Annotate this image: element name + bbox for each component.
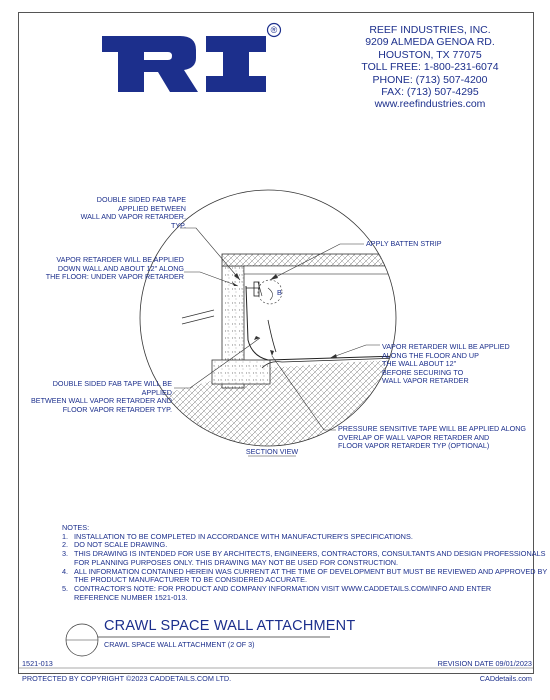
company-address1: 9209 ALMEDA GENOA RD. bbox=[365, 36, 495, 49]
footer-revision-date: REVISION DATE 09/01/2023 bbox=[437, 659, 532, 668]
company-fax: FAX: (713) 507-4295 bbox=[381, 86, 479, 99]
footing bbox=[212, 360, 270, 384]
label-tape-top: DOUBLE SIDED FAB TAPE APPLIED BETWEEN WALL AND VAPOR RETARDER. TYP. bbox=[80, 195, 186, 230]
note-number: 4. bbox=[62, 566, 69, 576]
note-text: DO NOT SCALE DRAWING. bbox=[74, 540, 168, 550]
footer-copyright: PROTECTED BY COPYRIGHT ©2023 CADDETAILS.COM LTD. bbox=[22, 674, 232, 683]
note-text: CONTRACTOR'S NOTE: FOR PRODUCT AND COMPANY INFORMATION VISIT WWW.CADDETAILS.COM/INFO AND ENTER bbox=[74, 583, 492, 593]
note-text: INSTALLATION TO BE COMPLETED IN ACCORDANCE WITH MANUFACTURER'S SPECIFICATIONS. bbox=[74, 531, 413, 541]
notes-heading: NOTES: bbox=[62, 523, 90, 532]
drawing-subtitle: CRAWL SPACE WALL ATTACHMENT (2 OF 3) bbox=[104, 640, 255, 649]
label-vapor-floor: VAPOR RETARDER WILL BE APPLIED ALONG THE FLOOR AND UP THE WALL ABOUT 12" BEFORE SECURING TO WALL VAPOR RETARDER bbox=[382, 342, 510, 386]
note-continuation: REFERENCE NUMBER 1521-013. bbox=[74, 592, 188, 602]
company-tollfree: TOLL FREE: 1-800-231-6074 bbox=[361, 61, 499, 74]
company-website[interactable]: www.reefindustries.com bbox=[374, 98, 486, 111]
label-pressure-tape: PRESSURE SENSITIVE TAPE WILL BE APPLIED ALONG OVERLAP OF WALL VAPOR RETARDER AND FLOOR VAPOR RETARDER TYP (OPTIONAL) bbox=[338, 424, 527, 451]
note-number: 1. bbox=[62, 531, 69, 541]
note-number: 5. bbox=[62, 583, 69, 593]
label-detail-b: B bbox=[277, 288, 282, 297]
note-text: THIS DRAWING IS INTENDED FOR USE BY ARCHITECTS, ENGINEERS, CONTRACTORS, CONSULTANTS AND DESIGN PROFESSIONALS bbox=[74, 549, 546, 559]
wall-vapor-retarder-line bbox=[246, 286, 400, 360]
label-section-view: SECTION VIEW bbox=[245, 447, 299, 456]
registered-mark-letter: ® bbox=[270, 25, 278, 35]
footer-ref-number: 1521-013 bbox=[22, 659, 53, 668]
note-continuation: THE PRODUCT MANUFACTURER TO BE CONSIDERED ACCURATE. bbox=[74, 575, 307, 585]
label-vapor-down: VAPOR RETARDER WILL BE APPLIED DOWN WALL AND ABOUT 12" ALONG THE FLOOR: UNDER VAPOR RETARDER bbox=[45, 255, 184, 282]
note-continuation: FOR PLANNING PURPOSES ONLY. THIS DRAWING MAY NOT BE USED FOR CONSTRUCTION. bbox=[74, 557, 399, 567]
label-batten: APPLY BATTEN STRIP bbox=[366, 239, 442, 248]
note-number: 3. bbox=[62, 549, 69, 559]
note-number: 2. bbox=[62, 540, 69, 550]
drawing-title: CRAWL SPACE WALL ATTACHMENT bbox=[104, 618, 356, 634]
company-name: REEF INDUSTRIES, INC. bbox=[369, 24, 491, 36]
footer-site-link[interactable]: CADdetails.com bbox=[479, 674, 532, 683]
notes-list bbox=[62, 531, 548, 603]
notes-block bbox=[62, 523, 548, 602]
company-address2: HOUSTON, TX 77075 bbox=[378, 48, 482, 61]
company-phone: PHONE: (713) 507-4200 bbox=[372, 73, 488, 86]
note-text: ALL INFORMATION CONTAINED HEREIN WAS CURRENT AT THE TIME OF DEVELOPMENT BUT MUST BE REVIEWED AND APPROVED BY bbox=[74, 566, 548, 576]
label-tape-bottom: DOUBLE SIDED FAB TAPE WILL BE APPLIED BETWEEN WALL VAPOR RETARDER AND FLOOR VAPOR RETARDER TYP. bbox=[31, 379, 172, 414]
leader-arrowheads bbox=[232, 273, 337, 358]
